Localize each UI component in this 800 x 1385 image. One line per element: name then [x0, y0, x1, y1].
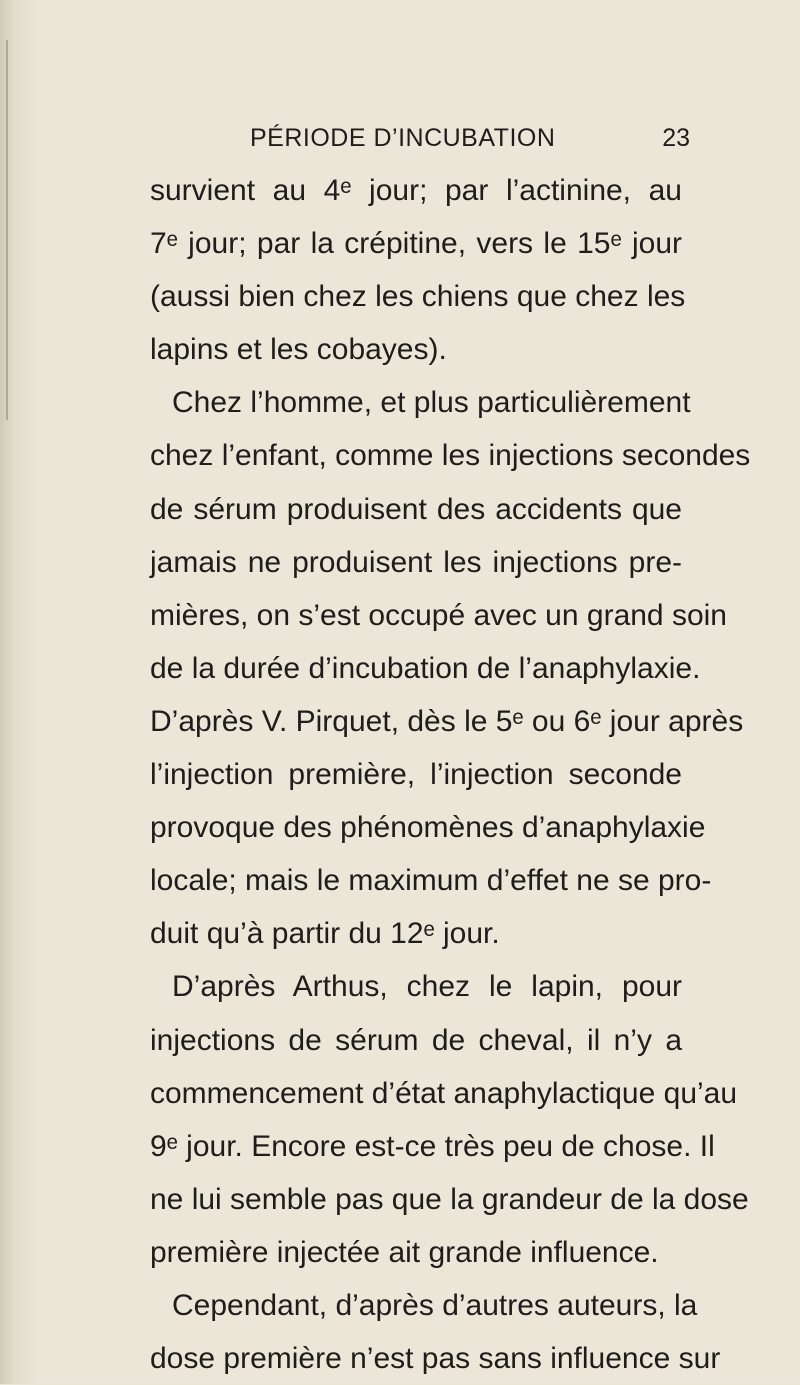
- text-line: de sérum produisent des accidents que: [150, 492, 682, 526]
- page-number: 23: [662, 124, 690, 152]
- text-line: locale; mais le maximum d’effet ne se pro-: [150, 864, 712, 898]
- text-line: mières, on s’est occupé avec un grand soin: [150, 598, 727, 632]
- text-line: lapins et les cobayes).: [150, 333, 447, 367]
- text-line: injections de sérum de cheval, il n’y a: [150, 1023, 682, 1057]
- running-head: [150, 118, 690, 158]
- text-line: survient au 4ᵉ jour; par l’actinine, au: [150, 174, 682, 207]
- text-line: 7ᵉ jour; par la crépitine, vers le 15ᵉ jour: [150, 227, 682, 261]
- body-text: [150, 164, 751, 1385]
- text-line: D’après V. Pirquet, dès le 5ᵉ ou 6ᵉ jour après: [150, 704, 744, 738]
- text-line: (aussi bien chez les chiens que chez les: [150, 280, 686, 314]
- paragraph-start-line: Chez l’homme, et plus particulièrement: [172, 386, 691, 420]
- text-line: de la durée d’incubation de l’anaphylaxie.: [150, 651, 701, 685]
- text-line: jamais ne produisent les injections pre-: [150, 545, 682, 579]
- paragraph-start-line: D’après Arthus, chez le lapin, pour: [172, 970, 682, 1004]
- text-line: l’injection première, l’injection seconde: [150, 758, 682, 792]
- text-line: dose première n’est pas sans influence sur: [150, 1342, 721, 1376]
- text-line: duit qu’à partir du 12ᵉ jour.: [150, 917, 500, 951]
- text-line: ne lui semble pas que la grandeur de la dose: [150, 1182, 749, 1216]
- text-line: première injectée ait grande influence.: [150, 1235, 659, 1269]
- text-line: commencement d’état anaphylactique qu’au: [150, 1076, 738, 1110]
- page-edge-shadow: [6, 40, 8, 420]
- running-title: PÉRIODE D’INCUBATION: [250, 124, 556, 152]
- paragraph-start-line: Cependant, d’après d’autres auteurs, la: [172, 1288, 698, 1322]
- text-line: 9ᵉ jour. Encore est-ce très peu de chose. Il: [150, 1129, 715, 1163]
- text-line: provoque des phénomènes d’anaphylaxie: [150, 811, 706, 845]
- text-line: chez l’enfant, comme les injections secondes: [150, 439, 751, 473]
